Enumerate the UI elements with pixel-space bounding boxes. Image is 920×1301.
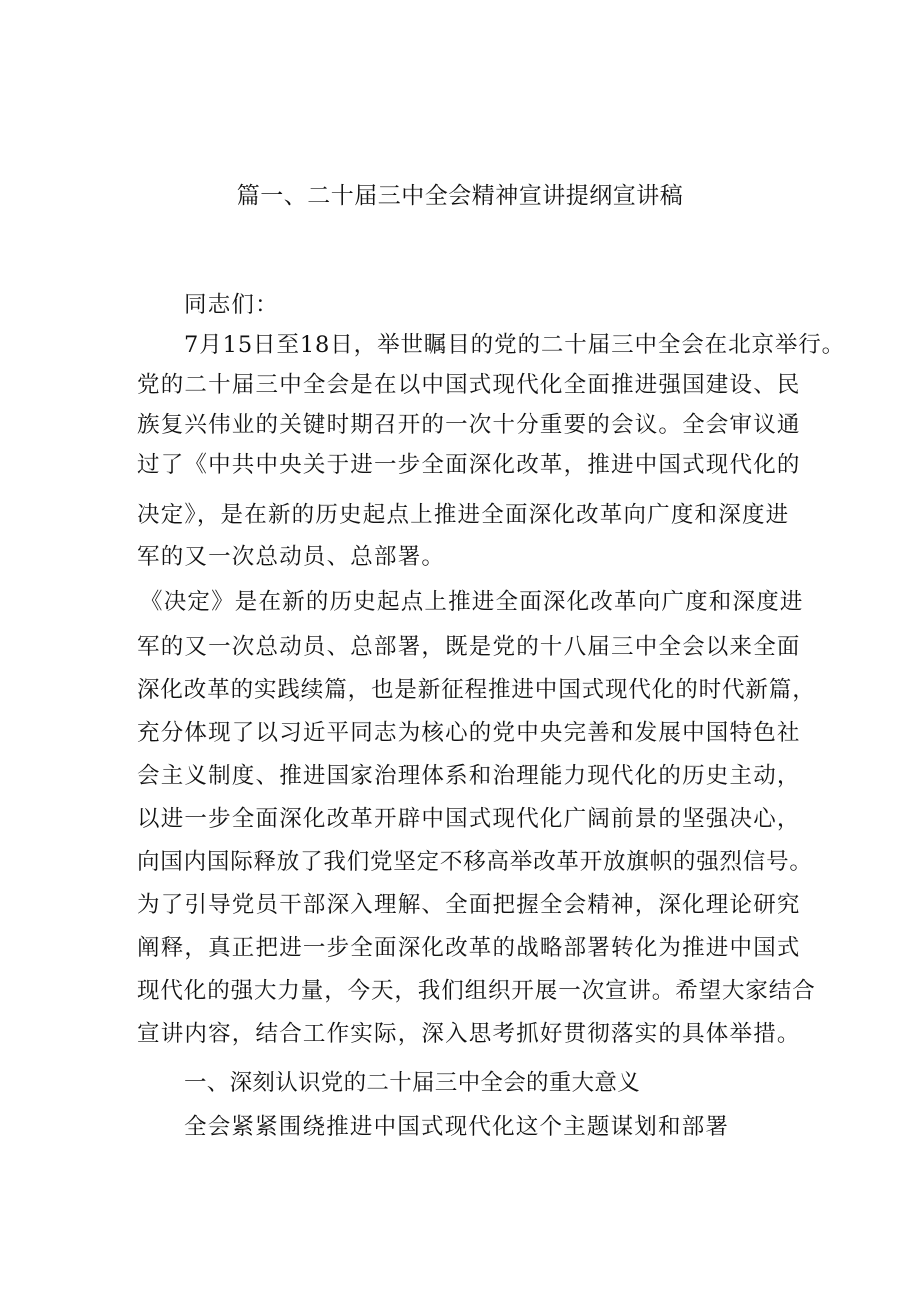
paragraph-line: 宣讲内容，结合工作实际，深入思考抓好贯彻落实的具体举措。 [137,1021,801,1047]
paragraph-line: 决定》，是在新的历史起点上推进全面深化改革向广度和深度进 [137,502,790,528]
paragraph-line: 党的二十届三中全会是在以中国式现代化全面推进强国建设、民 [137,372,801,398]
document-title: 篇一、二十届三中全会精神宣讲提纲宣讲稿 [236,183,684,209]
paragraph-line: 现代化的强大力量，今天，我们组织开展一次宣讲。希望大家结合 [137,978,816,1004]
paragraph-line: 《决定》是在新的历史起点上推进全面深化改革向广度和深度进 [140,589,804,615]
paragraph-line: 全会紧紧围绕推进中国式现代化这个主题谋划和部署 [184,1114,730,1140]
section-heading: 一、深刻认识党的二十届三中全会的重大意义 [184,1070,641,1096]
paragraph-line: 军的又一次总动员、总部署。 [137,544,446,570]
paragraph-line: 为了引导党员干部深入理解、全面把握全会精神，深化理论研究 [137,892,801,918]
paragraph-line: 过了《中共中央关于进一步全面深化改革，推进中国式现代化的 [137,452,801,478]
paragraph-line: 阐释，真正把进一步全面深化改革的战略部署转化为推进中国式 [137,935,801,961]
paragraph-line: 以进一步全面深化改革开辟中国式现代化广阔前景的坚强决心， [137,806,801,832]
paragraph-line: 族复兴伟业的关键时期召开的一次十分重要的会议。全会审议通 [137,412,801,438]
paragraph-line: 向国内国际释放了我们党坚定不移高举改革开放旗帜的强烈信号。 [137,849,813,875]
paragraph-line: 深化改革的实践续篇，也是新征程推进中国式现代化的时代新篇， [137,677,816,703]
salutation: 同志们： [184,292,279,318]
paragraph-line: 会主义制度、推进国家治理体系和治理能力现代化的历史主动， [137,763,801,789]
paragraph-line: 军的又一次总动员、总部署，既是党的十八届三中全会以来全面 [137,634,801,660]
paragraph-line: 7月15日至18日，举世瞩目的党的二十届三中全会在北京举行。 [184,332,846,358]
paragraph-line: 充分体现了以习近平同志为核心的党中央完善和发展中国特色社 [137,720,801,746]
